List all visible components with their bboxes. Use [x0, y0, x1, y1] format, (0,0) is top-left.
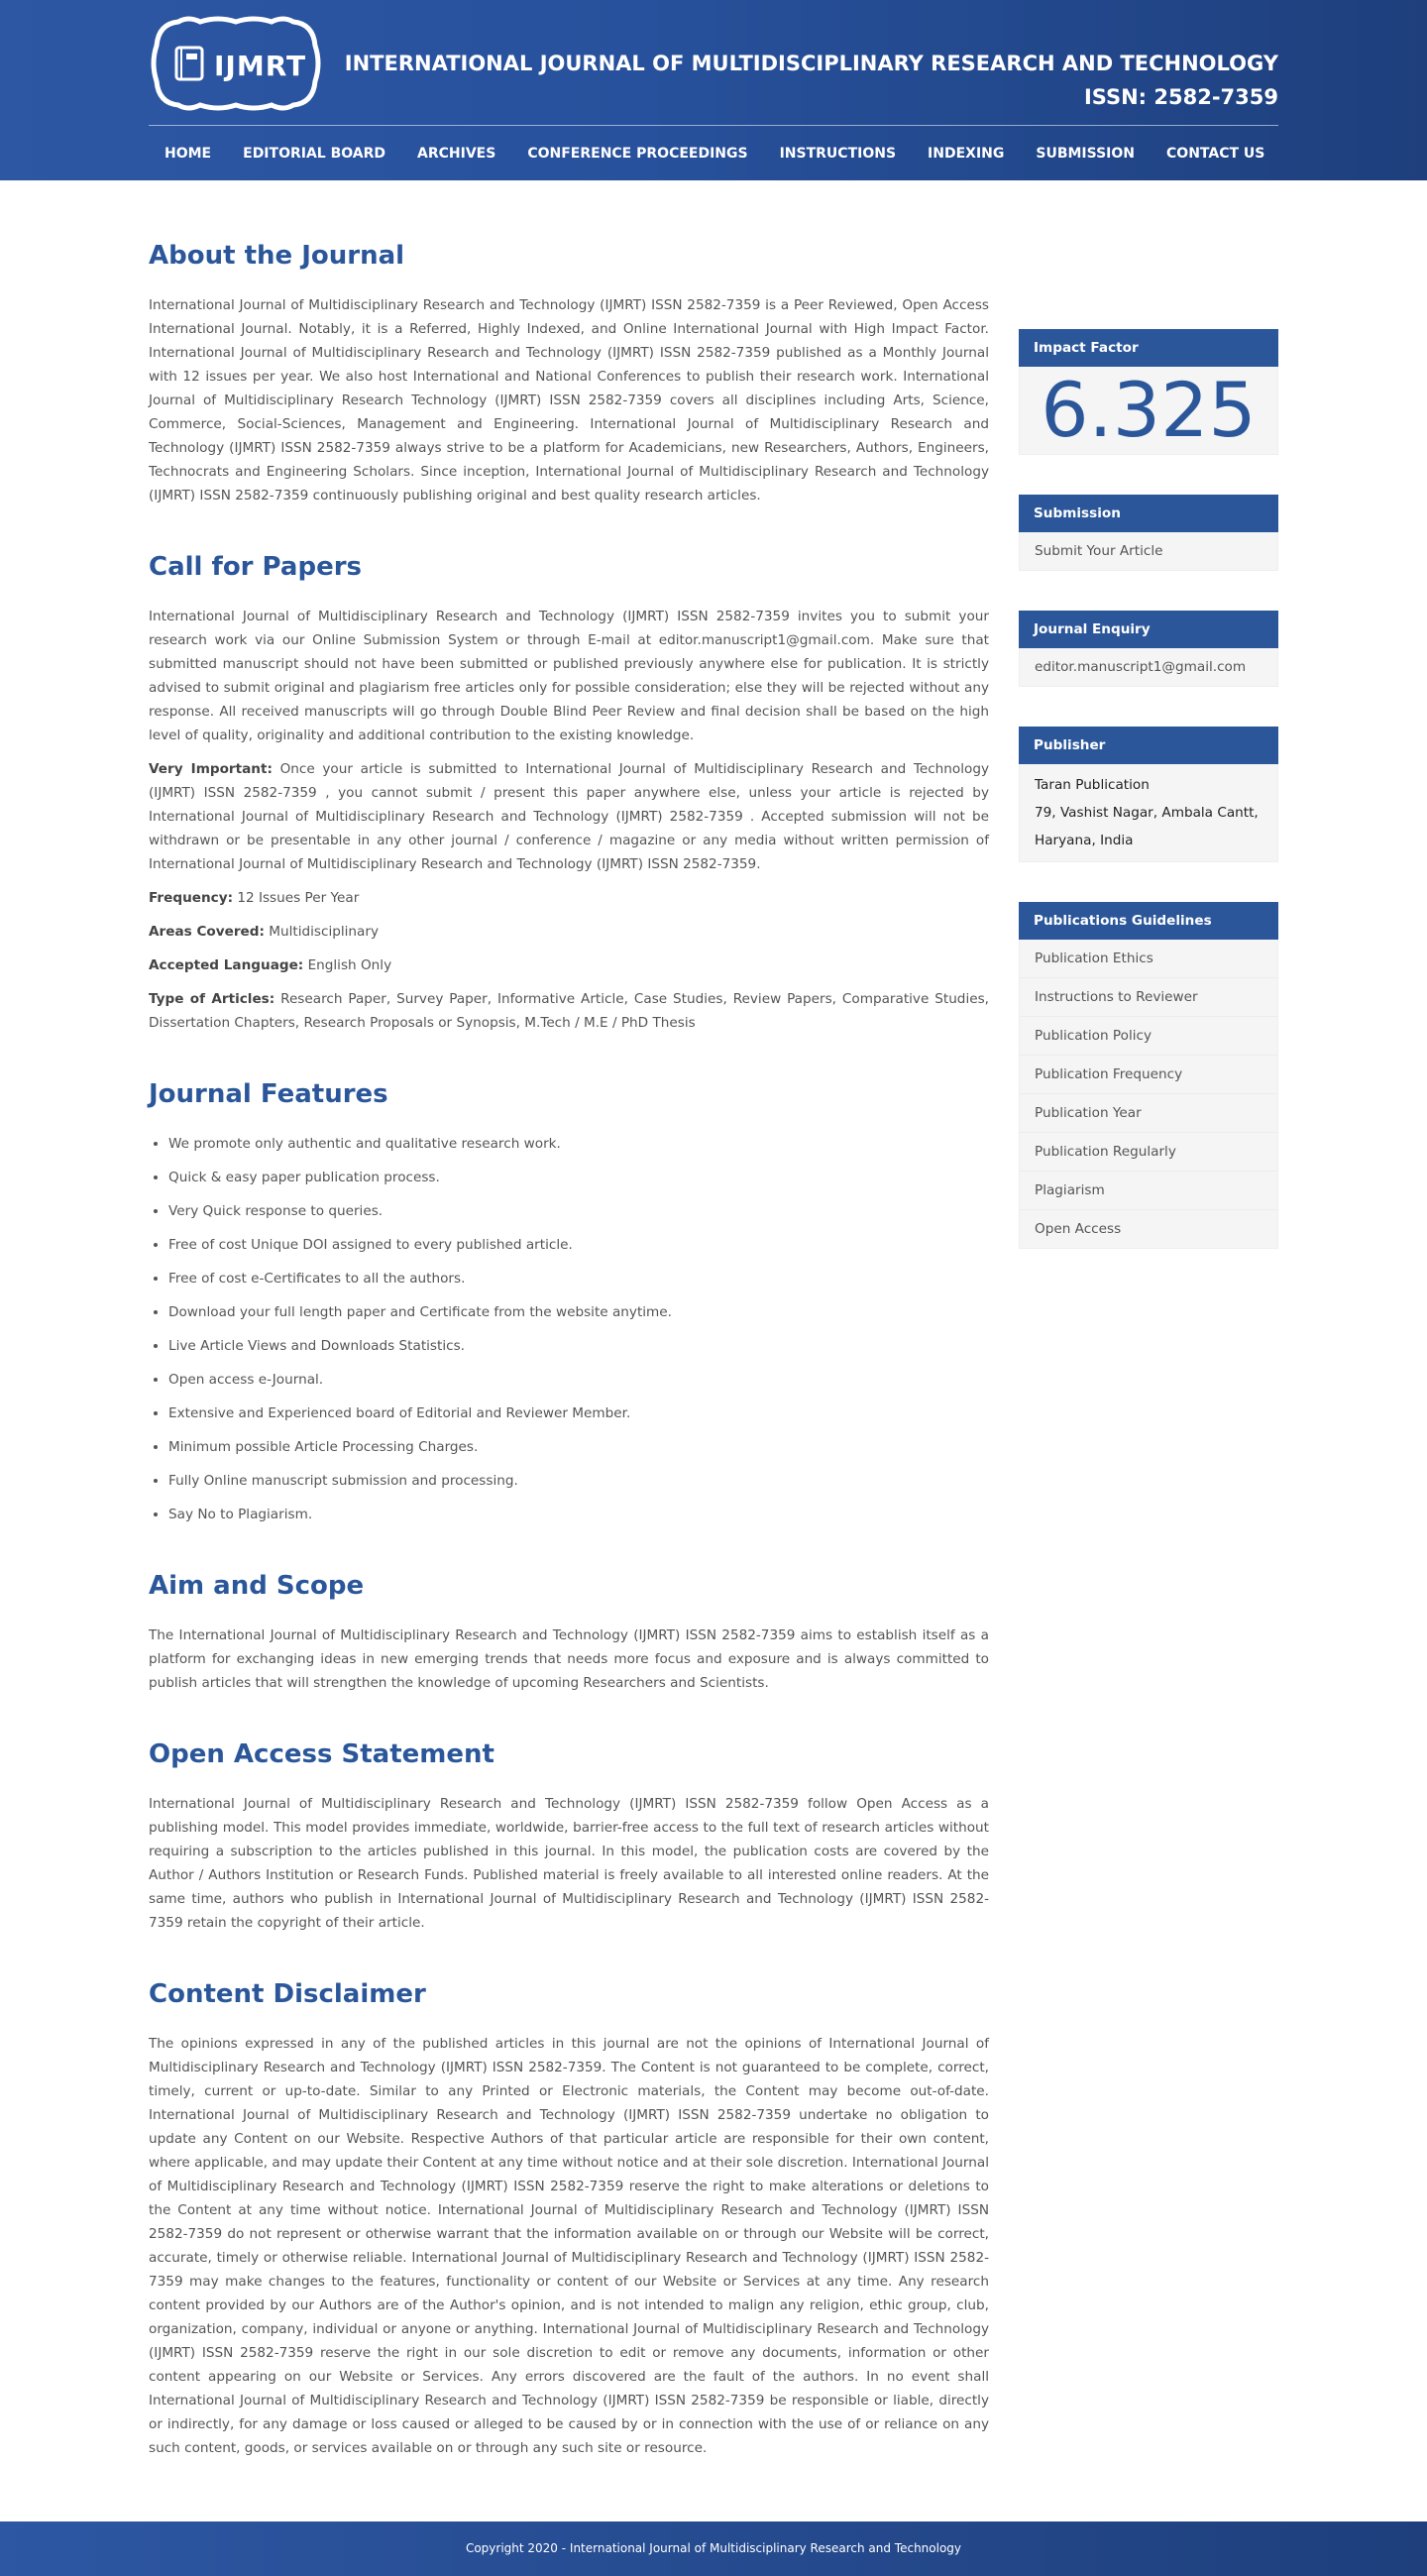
journal-title: INTERNATIONAL JOURNAL OF MULTIDISCIPLINARY RESEARCH AND TECHNOLOGY	[344, 52, 1278, 75]
disclaimer-section	[149, 1976, 989, 2460]
guideline-link-regularly[interactable]: Publication Regularly	[1020, 1133, 1277, 1172]
publisher-widget	[1019, 727, 1278, 862]
list-item: • Quick & easy paper publication process.	[168, 1166, 989, 1189]
guideline-link-ethics[interactable]: Publication Ethics	[1020, 940, 1277, 978]
aim-text: The International Journal of Multidisciplinary Research and Technology (IJMRT) ISSN 2582-7359 aims to establish itself as a platform for exchanging ideas in new emerging trends that needs more focus and exposure and is always committed to publish articles that will strengthen the knowledge of upcoming Researchers and Scientists.	[149, 1627, 989, 1691]
guideline-link-frequency[interactable]: Publication Frequency	[1020, 1056, 1277, 1094]
about-section	[149, 238, 989, 507]
submission-widget	[1019, 495, 1278, 571]
about-title: About the Journal	[149, 241, 405, 271]
guideline-link-plagiarism[interactable]: Plagiarism	[1020, 1172, 1277, 1210]
language-row	[149, 953, 989, 977]
open-access-title: Open Access Statement	[149, 1739, 494, 1769]
types-row	[149, 987, 989, 1035]
list-item: • Free of cost e-Certificates to all the authors.	[168, 1267, 989, 1290]
types-value: Research Paper, Survey Paper, Informative Article, Case Studies, Review Papers, Comparative Studies, Dissertation Chapters, Research Proposals or Synopsis, M.Tech / M.E / PhD Thesis	[149, 991, 989, 1031]
header-divider	[149, 125, 1278, 126]
nav-instructions[interactable]: INSTRUCTIONS	[779, 146, 897, 162]
content-container	[149, 180, 1278, 2460]
journal-issn: ISSN: 2582-7359	[1083, 85, 1278, 109]
guidelines-widget	[1019, 902, 1278, 1249]
features-title: Journal Features	[149, 1079, 388, 1109]
list-item: • Live Article Views and Downloads Statistics.	[168, 1334, 989, 1358]
list-item: • Extensive and Experienced board of Editorial and Reviewer Member.	[168, 1401, 989, 1425]
aim-title: Aim and Scope	[149, 1571, 365, 1601]
list-item: • Very Quick response to queries.	[168, 1199, 989, 1223]
language-value: English Only	[303, 957, 392, 973]
list-item: • We promote only authentic and qualitative research work.	[168, 1132, 989, 1156]
list-item: • Open access e-Journal.	[168, 1368, 989, 1392]
logo-text: IJMRT	[214, 50, 307, 82]
disclaimer-title: Content Disclaimer	[149, 1979, 426, 2009]
enquiry-email-link[interactable]: editor.manuscript1@gmail.com	[1035, 659, 1247, 675]
enquiry-widget	[1019, 611, 1278, 687]
guideline-link-open-access[interactable]: Open Access	[1035, 1221, 1122, 1237]
language-label: Accepted Language:	[149, 957, 304, 973]
nav-contact-us[interactable]: CONTACT US	[1166, 146, 1265, 162]
areas-label: Areas Covered:	[149, 924, 265, 940]
copyright-text: Copyright 2020 - International Journal of Multidisciplinary Research and Technology	[465, 2541, 962, 2555]
important-note	[149, 757, 989, 876]
areas-value: Multidisciplinary	[264, 924, 379, 940]
impact-factor-title: Impact Factor	[1019, 329, 1278, 367]
important-label: Very Important:	[149, 761, 273, 777]
open-access-section	[149, 1736, 989, 1935]
features-list	[149, 1132, 989, 1526]
publisher-name: Taran Publication	[1035, 777, 1150, 793]
frequency-row	[149, 886, 989, 910]
main-content	[149, 238, 989, 2460]
open-access-text: International Journal of Multidisciplinary Research and Technology (IJMRT) ISSN 2582-7359 follow Open Access as a publishing model. This model provides immediate, worldwide, barrier-free access to the full text of research articles without requiring a subscription to the articles published in this journal. In this model, the publication costs are covered by the Author / Authors Institution or Research Funds. Published material is freely available to all interested online readers. At the same time, authors who publish in International Journal of Multidisciplinary Research and Technology (IJMRT) ISSN 2582-7359 retain the copyright of their article.	[149, 1796, 989, 1931]
impact-factor-value: 6.325	[1041, 366, 1257, 454]
types-label: Type of Articles:	[149, 991, 275, 1007]
list-item: • Minimum possible Article Processing Charges.	[168, 1435, 989, 1459]
submission-title: Submission	[1019, 495, 1278, 532]
guidelines-title: Publications Guidelines	[1019, 902, 1278, 940]
guideline-link-reviewer[interactable]: Instructions to Reviewer	[1020, 978, 1277, 1017]
list-item: • Free of cost Unique DOI assigned to every published article.	[168, 1233, 989, 1257]
impact-factor-widget	[1019, 329, 1278, 455]
guideline-link-year[interactable]: Publication Year	[1020, 1094, 1277, 1133]
guideline-link-policy[interactable]: Publication Policy	[1020, 1017, 1277, 1056]
site-header	[0, 0, 1427, 180]
list-item: • Download your full length paper and Certificate from the website anytime.	[168, 1300, 989, 1324]
header-inner	[149, 0, 1278, 180]
nav-archives[interactable]: ARCHIVES	[417, 146, 496, 162]
sidebar	[1019, 329, 1278, 1288]
call-for-papers-section	[149, 549, 989, 1035]
list-item: • Fully Online manuscript submission and processing.	[168, 1469, 989, 1493]
list-item: • Say No to Plagiarism.	[168, 1503, 989, 1526]
call-text: International Journal of Multidisciplinary Research and Technology (IJMRT) ISSN 2582-7359 invites you to submit your research work via our Online Submission System or through E-mail at editor.manuscript1@gmail.com. Make sure that submitted manuscript should not have been submitted or published previously anywhere else for publication. It is strictly advised to submit original and plagiarism free articles only for possible consideration; else they will be rejected without any response. All received manuscripts will go through Double Blind Peer Review and final decision shall be based on the high level of quality, originality and additional contribution to the existing knowledge.	[149, 609, 989, 743]
publisher-address: 79, Vashist Nagar, Ambala Cantt,	[1035, 805, 1259, 821]
impact-factor-body	[1019, 367, 1278, 455]
nav-editorial-board[interactable]: EDITORIAL BOARD	[243, 146, 386, 162]
nav-home[interactable]: HOME	[165, 146, 212, 162]
about-text: International Journal of Multidisciplinary Research and Technology (IJMRT) ISSN 2582-7359 is a Peer Reviewed, Open Access International Journal. Notably, it is a Referred, Highly Indexed, and Online International Journal with High Impact Factor. International Journal of Multidisciplinary Research and Technology (IJMRT) ISSN 2582-7359 published as a Monthly Journal with 12 issues per year. We also host International and National Conferences to publish their research work. International Journal of Multidisciplinary Research Technology (IJMRT) ISSN 2582-7359 covers all disciplines including Arts, Science, Commerce, Social-Sciences, Management and Engineering. International Journal of Multidisciplinary Research and Technology (IJMRT) ISSN 2582-7359 always strive to be a platform for Academicians, new Researchers, Authors, Engineers, Technocrats and Engineering Scholars. Since inception, International Journal of Multidisciplinary Research and Technology (IJMRT) ISSN 2582-7359 continuously publishing original and best quality research articles.	[149, 297, 989, 504]
main-nav	[149, 143, 1280, 165]
nav-conference-proceedings[interactable]: CONFERENCE PROCEEDINGS	[527, 146, 748, 162]
site-footer	[0, 2521, 1427, 2576]
disclaimer-text: The opinions expressed in any of the published articles in this journal are not the opinions of International Journal of Multidisciplinary Research and Technology (IJMRT) ISSN 2582-7359. The Content is not guaranteed to be complete, correct, timely, current or up-to-date. Similar to any Printed or Electronic materials, the Content may become out-of-date. International Journal of Multidisciplinary Research and Technology (IJMRT) ISSN 2582-7359 undertake no obligation to update any Content on our Website. Respective Authors of that particular article are responsible for their own content, where applicable, and may update their Content at any time without notice and at their sole discretion. International Journal of Multidisciplinary Research and Technology (IJMRT) ISSN 2582-7359 reserve the right to make alterations or deletions to the Content at any time without notice. International Journal of Multidisciplinary Research and Technology (IJMRT) ISSN 2582-7359 do not represent or otherwise warrant that the information available on or through our Website will be correct, accurate, timely or otherwise reliable. International Journal of Multidisciplinary Research and Technology (IJMRT) ISSN 2582-7359 may make changes to the features, functionality or content of our Website or Services at any time. Any research content provided by our Authors are of the Author's opinion, and is not intended to malign any religion, ethic group, club, organization, company, individual or anyone or anything. International Journal of Multidisciplinary Research and Technology (IJMRT) ISSN 2582-7359 reserve the right in our sole discretion to edit or remove any documents, information or other content appearing on our Website or Services. Any errors discovered are the fault of the authors. In no event shall International Journal of Multidisciplinary Research and Technology (IJMRT) ISSN 2582-7359 be responsible or liable, directly or indirectly, for any damage or loss caused or alleged to be caused by or in connection with the use of or reliance on any such content, goods, or services available on or through any such site or resource.	[149, 2036, 989, 2456]
publisher-title: Publisher	[1019, 727, 1278, 764]
nav-submission[interactable]: SUBMISSION	[1036, 146, 1136, 162]
guidelines-body	[1019, 940, 1278, 1249]
aim-section	[149, 1568, 989, 1695]
frequency-label: Frequency:	[149, 890, 234, 906]
call-title: Call for Papers	[149, 552, 362, 582]
enquiry-title: Journal Enquiry	[1019, 611, 1278, 648]
enquiry-body	[1019, 648, 1278, 687]
publisher-body	[1019, 764, 1278, 862]
important-text: Once your article is submitted to International Journal of Multidisciplinary Research and Technology (IJMRT) ISSN 2582-7359 , you cannot submit / present this paper anywhere else, unless your article is rejected by International Journal of Multidisciplinary Research and Technology (IJMRT) 2582-7359 . Accepted submission will not be withdrawn or be presentable in any other journal / conference / magazine or any media without written permission of International Journal of Multidisciplinary Research and Technology (IJMRT) ISSN 2582-7359.	[149, 761, 990, 872]
publisher-region: Haryana, India	[1035, 833, 1134, 848]
frequency-value: 12 Issues Per Year	[233, 890, 360, 906]
nav-indexing[interactable]: INDEXING	[928, 146, 1005, 162]
submit-article-link[interactable]: Submit Your Article	[1035, 543, 1163, 559]
features-section	[149, 1076, 989, 1526]
submission-body	[1019, 532, 1278, 571]
site-logo[interactable]	[149, 14, 323, 113]
areas-row	[149, 920, 989, 944]
